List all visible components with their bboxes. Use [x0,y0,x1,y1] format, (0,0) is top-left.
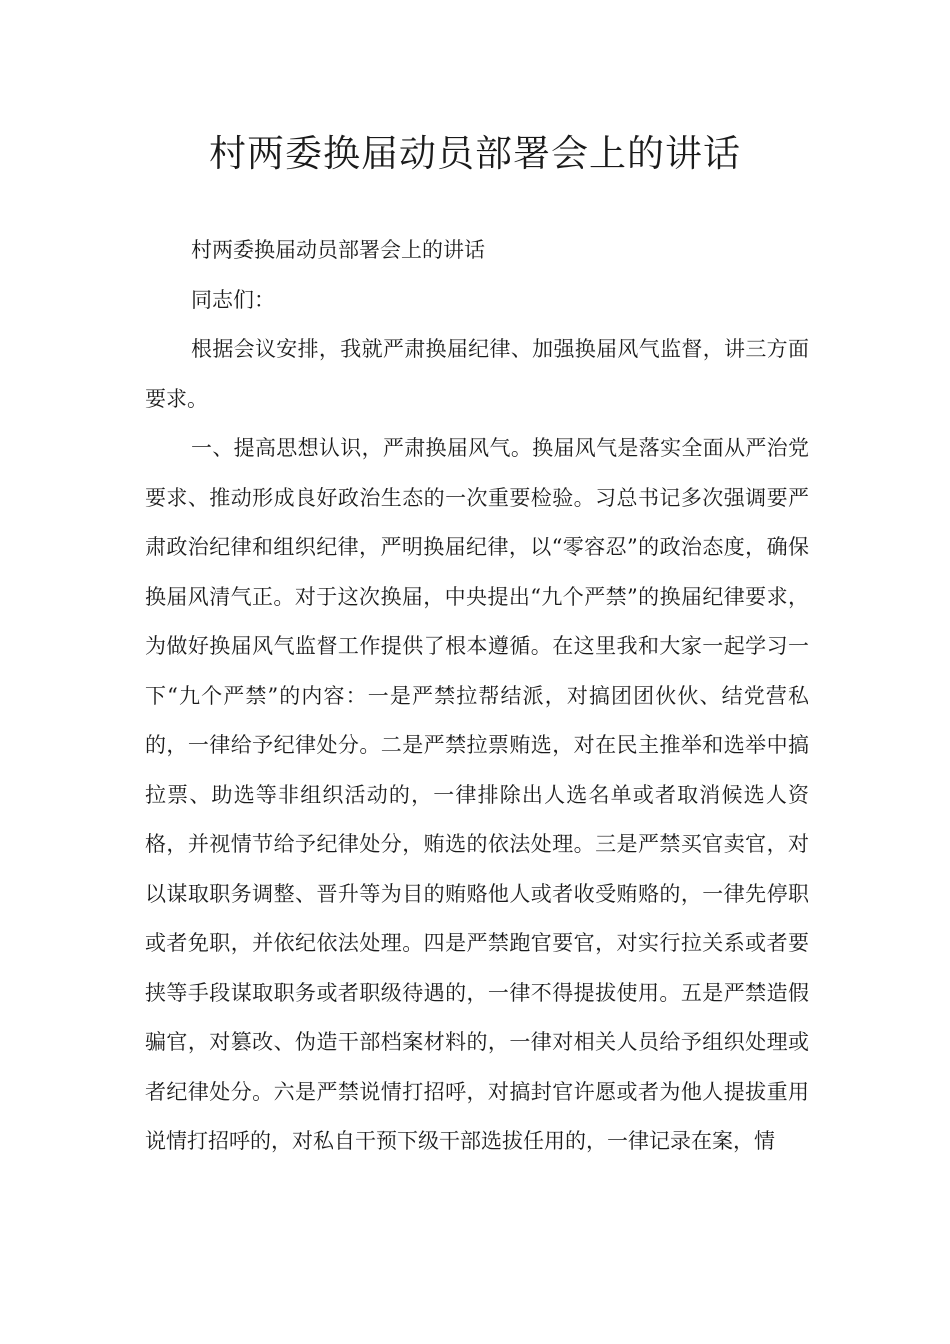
paragraph-intro: 根据会议安排，我就严肃换届纪律、加强换届风气监督，讲三方面要求。 [145,337,809,411]
paragraph-salutation: 同志们： [191,287,275,312]
paragraph-subtitle: 村两委换届动员部署会上的讲话 [191,238,485,262]
document-title: 村两委换届动员部署会上的讲话 [209,132,741,175]
paragraph-section-one: 一、提高思想认识，严肃换届风气。换届风气是落实全面从严治党要求、推动形成良好政治生态的一次重要检验。习总书记多次强调要严肃政治纪律和组织纪律，严明换届纪律，以“零容忍”的政治态度，确保换届风清气正。对于这次换届，中央提出“九个严禁”的换届纪律要求，为做好换届风气监督工作提供了根本遵循。在这里我和大家一起学习一下“九个严禁”的内容：一是严禁拉帮结派，对搞团团伙伙、结党营私的，一律给予纪律处分。二是严禁拉票贿选，对在民主推举和选举中搞拉票、助选等非组织活动的，一律排除出人选名单或者取消候选人资格，并视情节给予纪律处分，贿选的依法处理。三是严禁买官卖官，对以谋取职务调整、晋升等为目的贿赂他人或者收受贿赂的，一律先停职或者免职，并依纪依法处理。四是严禁跑官要官，对实行拉关系或者要挟等手段谋取职务或者职级待遇的，一律不得提拔使用。五是严禁造假骗官，对篡改、伪造干部档案材料的，一律对相关人员给予组织处理或者纪律处分。六是严禁说情打招呼，对搞封官许愿或者为他人提拔重用说情打招呼的，对私自干预下级干部选拔任用的，一律记录在案，情 [145,436,809,1153]
document-body [145,226,809,1167]
